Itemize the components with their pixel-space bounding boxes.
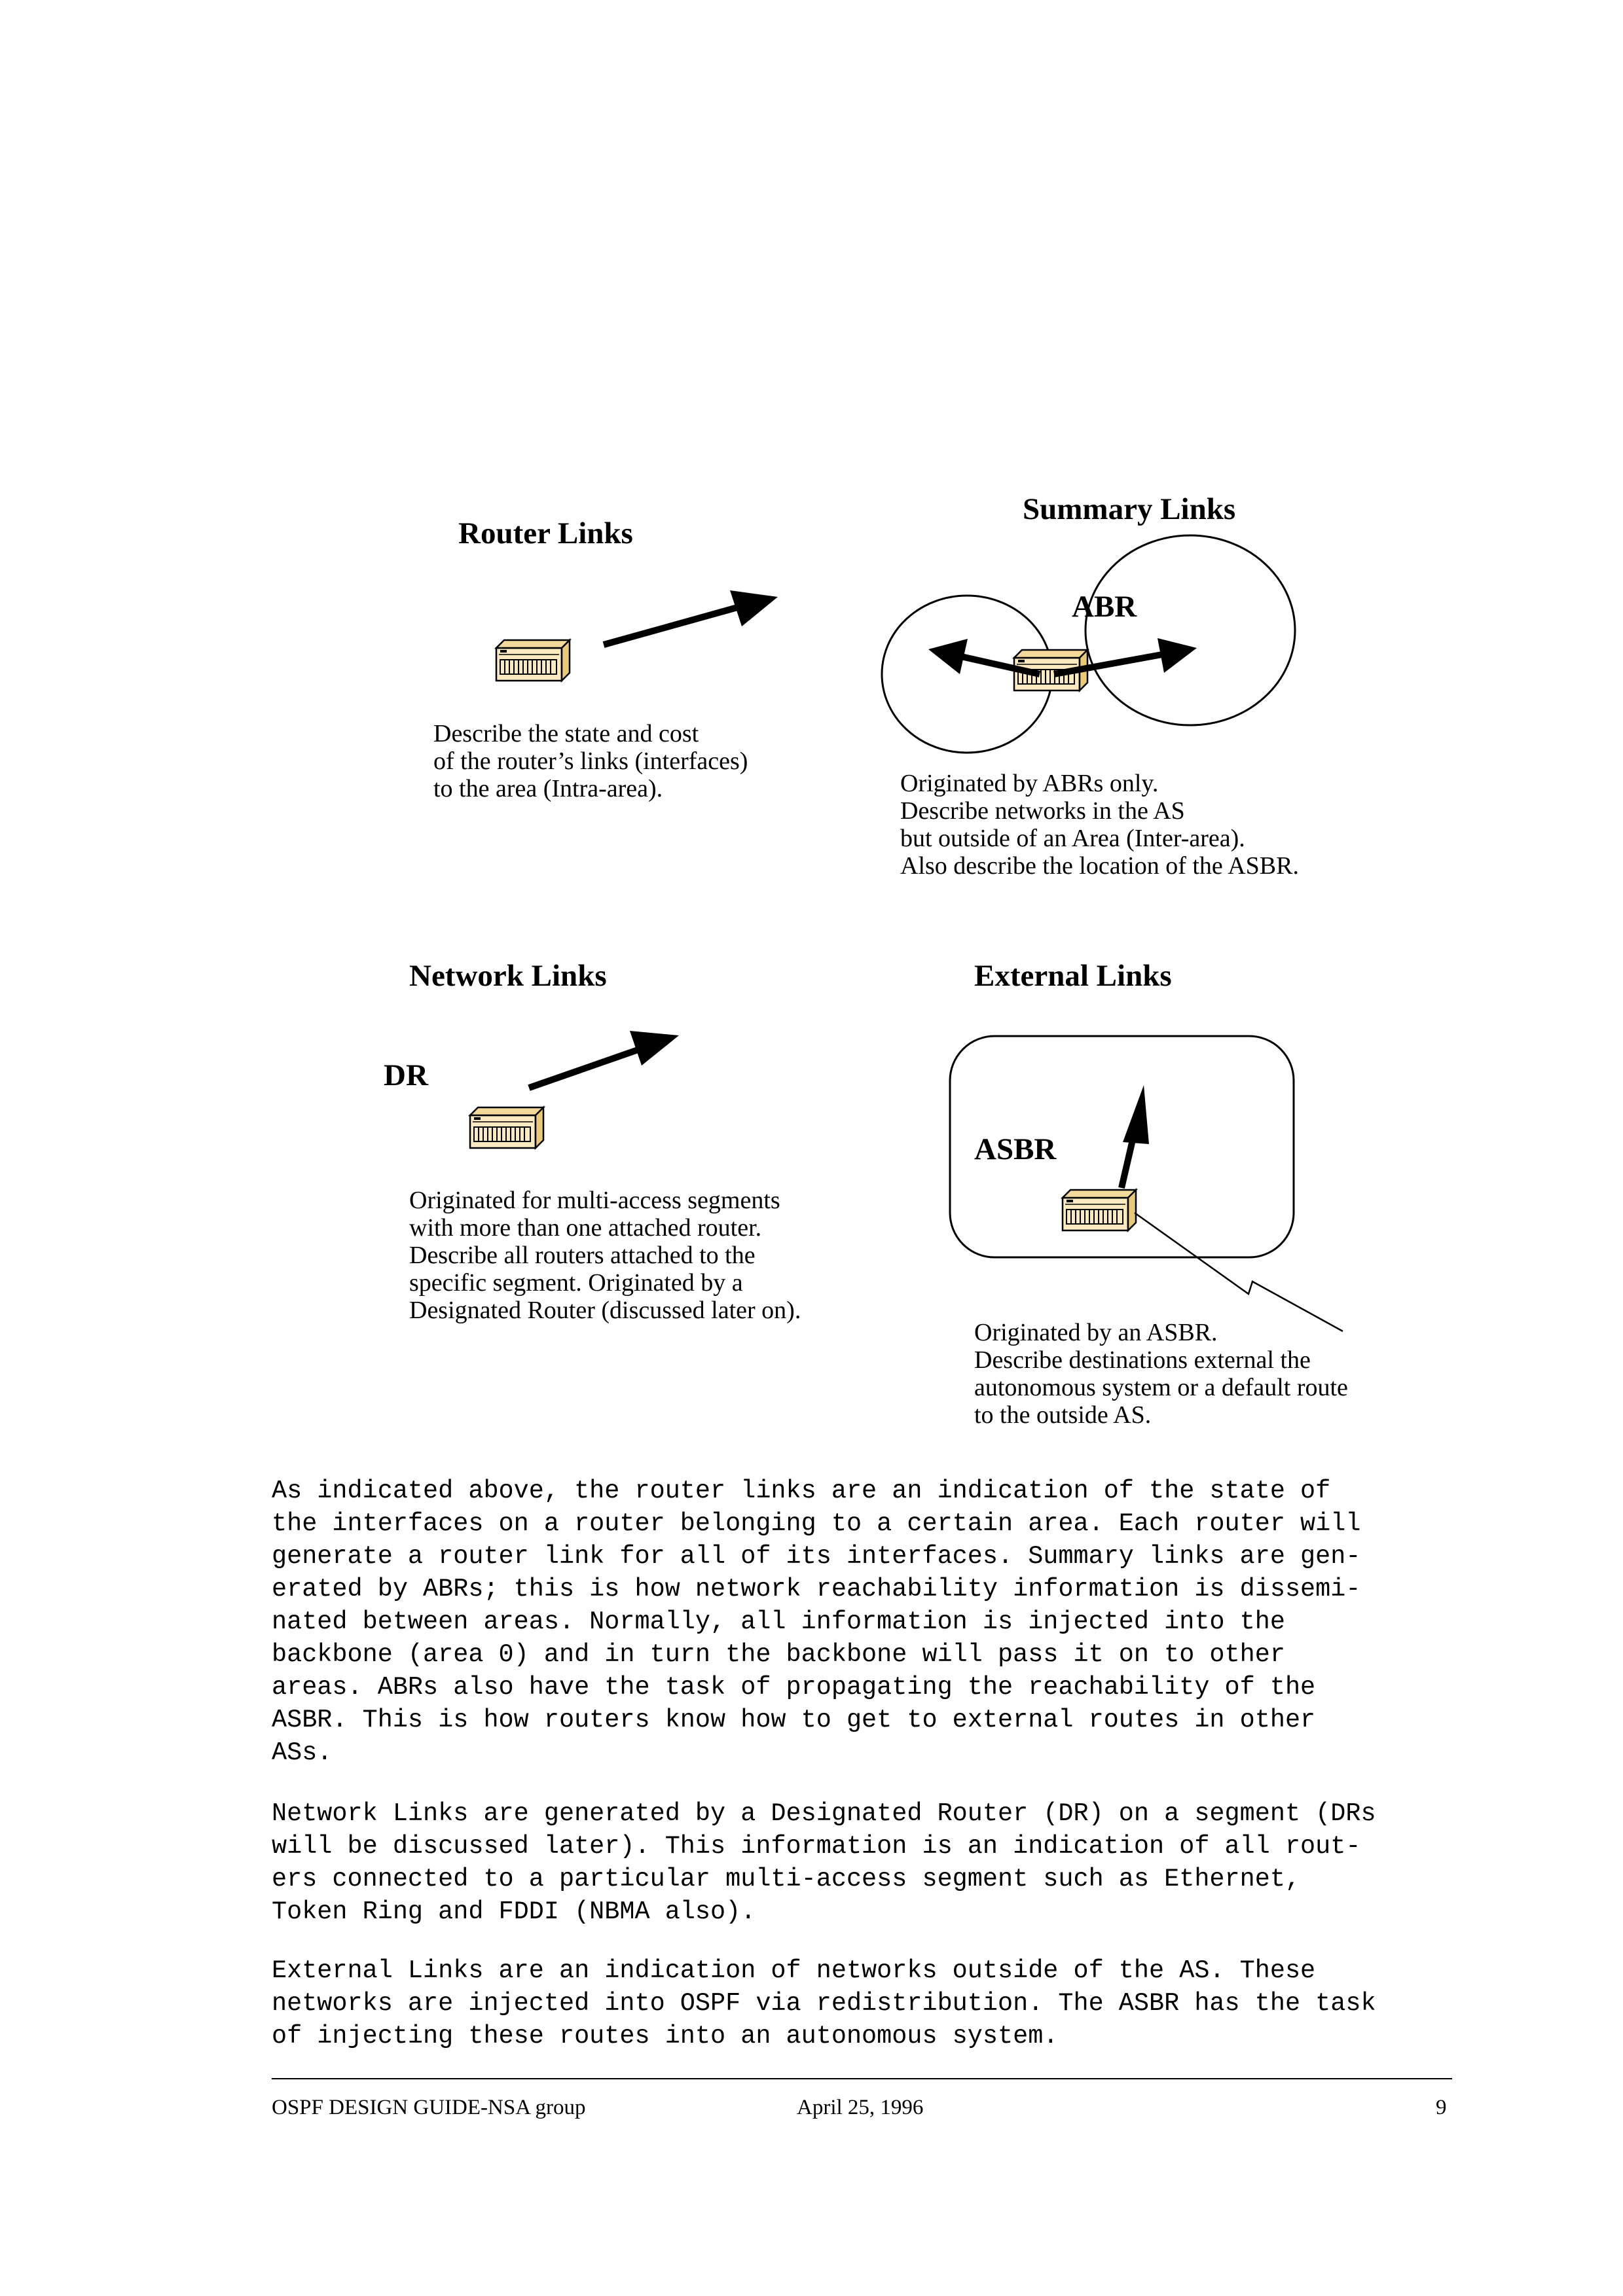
caption-line: specific segment. Originated by a: [409, 1269, 743, 1297]
body-paragraph-3: [272, 1954, 1463, 2053]
network-links-arrow: [529, 1031, 679, 1088]
footer-page-number: 9: [1436, 2096, 1447, 2119]
footer-document-title: OSPF DESIGN GUIDE-NSA group: [272, 2096, 586, 2119]
paragraph-line: ers connected to a particular multi-access segment such as Ethernet,: [272, 1865, 1301, 1893]
router-links-caption: [433, 720, 748, 802]
caption-line: Also describe the location of the ASBR.: [900, 852, 1299, 880]
caption-line: Designated Router (discussed later on).: [409, 1297, 801, 1324]
asbr-label: ASBR: [974, 1132, 1057, 1166]
asbr-arrow: [1122, 1085, 1149, 1188]
router-links-graphic: [496, 590, 778, 681]
caption-line: to the area (Intra-area).: [433, 775, 663, 802]
paragraph-line: backbone (area 0) and in turn the backbone will pass it on to other: [272, 1640, 1285, 1669]
network-links-graphic: [470, 1031, 679, 1148]
caption-line: of the router’s links (interfaces): [433, 747, 748, 775]
network-links-caption: [409, 1187, 801, 1324]
summary-links-graphic: [882, 535, 1295, 753]
caption-line: autonomous system or a default route: [974, 1374, 1348, 1401]
area-circle-right: [1085, 535, 1295, 725]
router-icon: [496, 640, 570, 681]
paragraph-line: As indicated above, the router links are an indication of the state of: [272, 1477, 1331, 1505]
network-links-title: Network Links: [409, 959, 607, 993]
caption-line: Originated by ABRs only.: [900, 770, 1159, 797]
external-link-bolt: [1135, 1213, 1343, 1331]
paragraph-line: areas. ABRs also have the task of propagating the reachability of the: [272, 1673, 1316, 1702]
caption-line: Describe networks in the AS: [900, 797, 1185, 825]
body-paragraph-2: [272, 1797, 1463, 1928]
caption-line: with more than one attached router.: [409, 1214, 762, 1242]
dr-router-icon: [470, 1107, 543, 1148]
router-links-arrow: [604, 590, 778, 645]
summary-links-caption: [900, 770, 1299, 880]
caption-line: but outside of an Area (Inter-area).: [900, 825, 1245, 852]
body-paragraph-1: [272, 1475, 1463, 1769]
paragraph-line: networks are injected into OSPF via redistribution. The ASBR has the task: [272, 1989, 1376, 2018]
caption-line: Originated for multi-access segments: [409, 1187, 780, 1214]
paragraph-line: erated by ABRs; this is how network reachability information is dissemi-: [272, 1575, 1361, 1604]
footer-date: April 25, 1996: [797, 2096, 924, 2119]
paragraph-line: nated between areas. Normally, all information is injected into the: [272, 1607, 1285, 1636]
caption-line: Describe the state and cost: [433, 720, 699, 747]
external-links-caption: [974, 1319, 1348, 1429]
caption-line: Describe destinations external the: [974, 1346, 1311, 1374]
abr-label: ABR: [1072, 590, 1137, 624]
paragraph-line: generate a router link for all of its interfaces. Summary links are gen-: [272, 1542, 1361, 1571]
router-links-title: Router Links: [458, 516, 633, 550]
external-links-graphic: [950, 1036, 1343, 1331]
paragraph-line: ASBR. This is how routers know how to get to external routes in other: [272, 1706, 1316, 1734]
paragraph-line: the interfaces on a router belonging to a certain area. Each router will: [272, 1509, 1361, 1538]
summary-links-title: Summary Links: [1023, 492, 1236, 526]
paragraph-line: will be discussed later). This information is an indication of all rout-: [272, 1832, 1361, 1861]
paragraph-line: of injecting these routes into an autonomous system.: [272, 2022, 1059, 2051]
paragraph-line: ASs.: [272, 1738, 333, 1767]
caption-line: to the outside AS.: [974, 1401, 1152, 1429]
caption-line: Originated by an ASBR.: [974, 1319, 1218, 1346]
asbr-router-icon: [1063, 1190, 1136, 1230]
dr-label: DR: [384, 1058, 428, 1092]
paragraph-line: External Links are an indication of networks outside of the AS. These: [272, 1956, 1316, 1985]
paragraph-line: Network Links are generated by a Designated Router (DR) on a segment (DRs: [272, 1799, 1376, 1828]
caption-line: Describe all routers attached to the: [409, 1242, 756, 1269]
external-links-title: External Links: [974, 959, 1172, 993]
paragraph-line: Token Ring and FDDI (NBMA also).: [272, 1897, 756, 1926]
